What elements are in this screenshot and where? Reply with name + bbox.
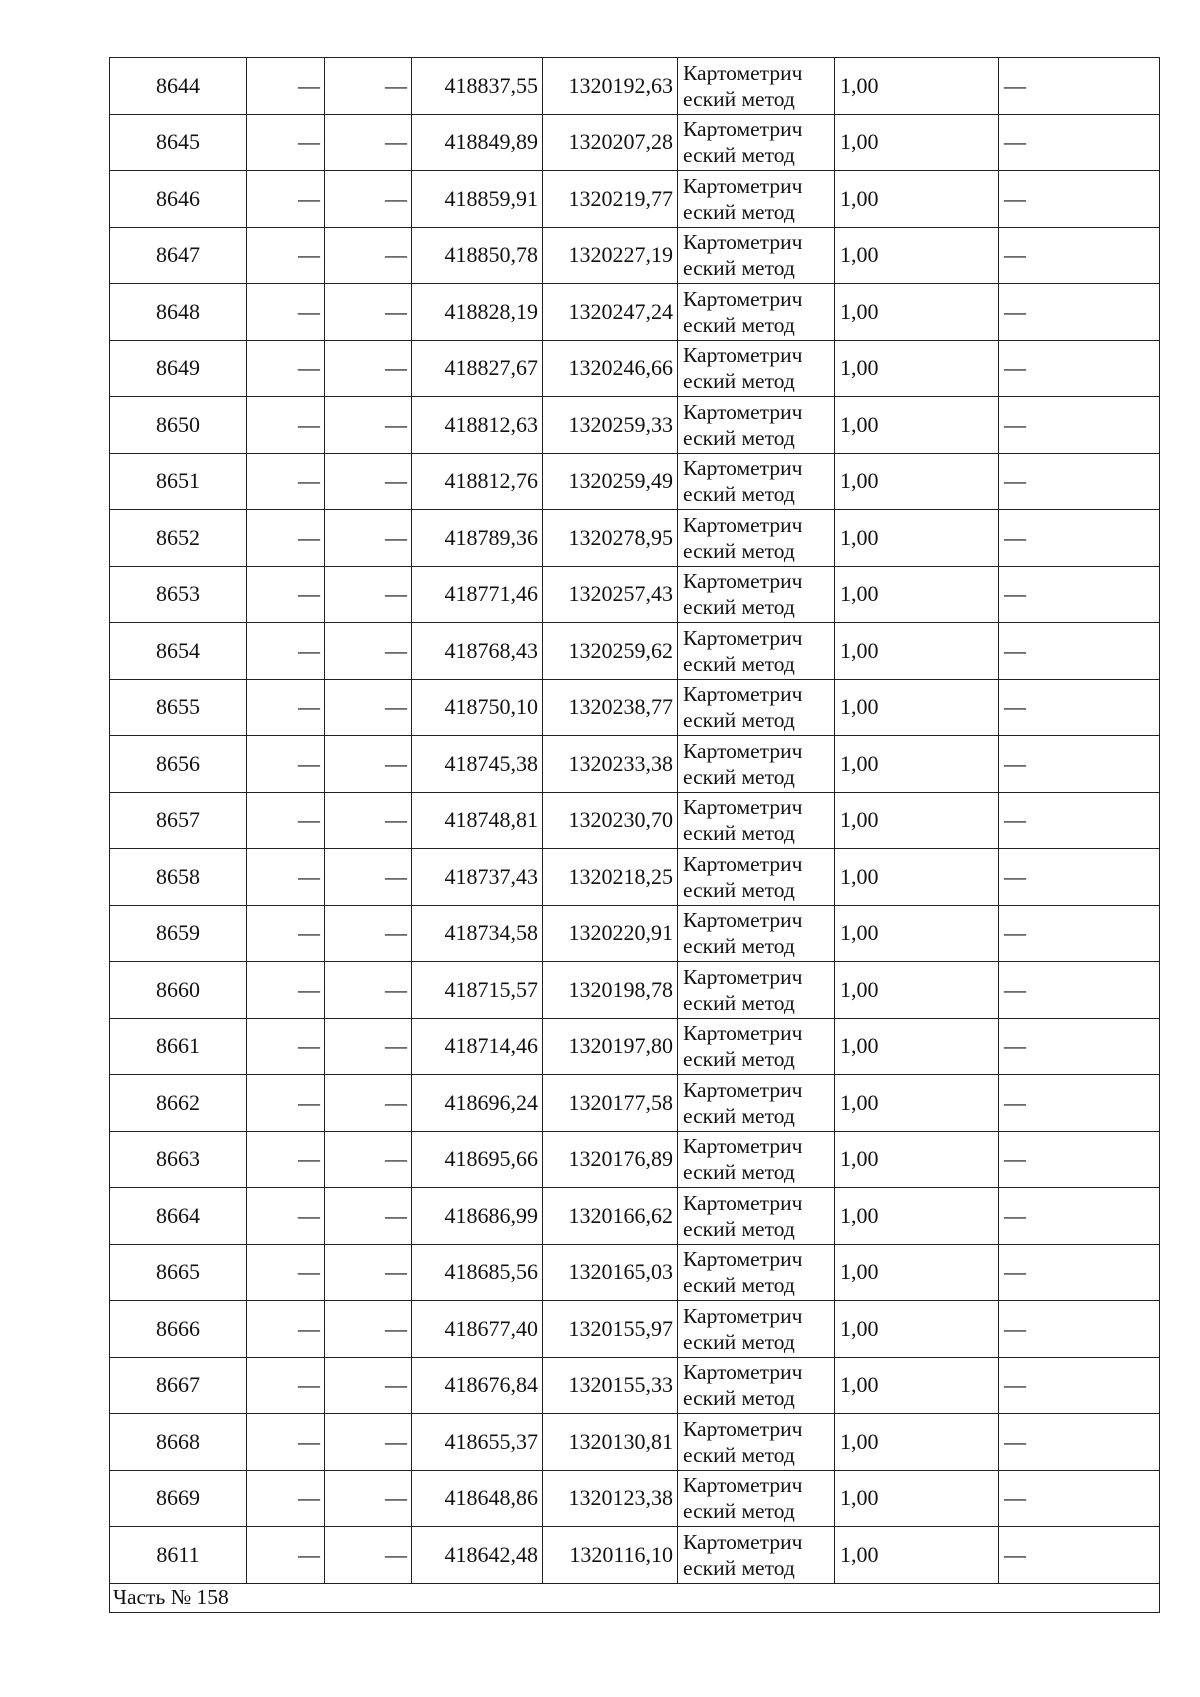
point-number: 8658 [110,849,247,906]
table-row [110,227,1160,284]
empty-dash-cell: — [247,679,325,736]
coordinate-y: 1320123,38 [543,1470,678,1527]
table-row [110,1470,1160,1527]
empty-dash-cell: — [999,623,1160,680]
coordinate-y: 1320192,63 [543,58,678,115]
point-number: 8652 [110,510,247,567]
coordinate-y: 1320247,24 [543,284,678,341]
empty-dash-cell: — [325,453,412,510]
empty-dash-cell: — [999,1075,1160,1132]
table-row [110,905,1160,962]
empty-dash-cell: — [247,453,325,510]
table-row [110,1301,1160,1358]
accuracy-value: 1,00 [835,1527,999,1584]
method-cell: Картометрич еский метод [678,1188,835,1245]
accuracy-value: 1,00 [835,114,999,171]
method-cell: Картометрич еский метод [678,1357,835,1414]
accuracy-value: 1,00 [835,962,999,1019]
accuracy-value: 1,00 [835,453,999,510]
coordinate-y: 1320176,89 [543,1131,678,1188]
point-number: 8668 [110,1414,247,1471]
empty-dash-cell: — [325,171,412,228]
empty-dash-cell: — [999,227,1160,284]
accuracy-value: 1,00 [835,510,999,567]
coordinate-y: 1320155,97 [543,1301,678,1358]
table-row [110,1075,1160,1132]
accuracy-value: 1,00 [835,849,999,906]
empty-dash-cell: — [247,397,325,454]
point-number: 8647 [110,227,247,284]
empty-dash-cell: — [247,114,325,171]
part-number: Часть № 158 [110,1583,1160,1612]
coordinate-x: 418642,48 [412,1527,543,1584]
empty-dash-cell: — [999,736,1160,793]
empty-dash-cell: — [325,1470,412,1527]
empty-dash-cell: — [325,679,412,736]
point-number: 8669 [110,1470,247,1527]
empty-dash-cell: — [247,1075,325,1132]
accuracy-value: 1,00 [835,1018,999,1075]
point-number: 8655 [110,679,247,736]
coordinate-y: 1320259,33 [543,397,678,454]
accuracy-value: 1,00 [835,171,999,228]
empty-dash-cell: — [247,1188,325,1245]
accuracy-value: 1,00 [835,284,999,341]
point-number: 8667 [110,1357,247,1414]
empty-dash-cell: — [325,1301,412,1358]
point-number: 8657 [110,792,247,849]
accuracy-value: 1,00 [835,58,999,115]
accuracy-value: 1,00 [835,1301,999,1358]
coordinate-x: 418677,40 [412,1301,543,1358]
coordinate-x: 418828,19 [412,284,543,341]
table-row [110,736,1160,793]
empty-dash-cell: — [247,1244,325,1301]
coordinate-y: 1320116,10 [543,1527,678,1584]
empty-dash-cell: — [999,792,1160,849]
empty-dash-cell: — [325,962,412,1019]
point-number: 8651 [110,453,247,510]
empty-dash-cell: — [999,1301,1160,1358]
empty-dash-cell: — [325,1357,412,1414]
empty-dash-cell: — [247,1527,325,1584]
empty-dash-cell: — [325,397,412,454]
empty-dash-cell: — [247,171,325,228]
accuracy-value: 1,00 [835,736,999,793]
empty-dash-cell: — [999,566,1160,623]
method-cell: Картометрич еский метод [678,623,835,680]
empty-dash-cell: — [325,849,412,906]
coordinate-y: 1320219,77 [543,171,678,228]
accuracy-value: 1,00 [835,1188,999,1245]
accuracy-value: 1,00 [835,679,999,736]
empty-dash-cell: — [999,1018,1160,1075]
footer-row [110,1583,1160,1612]
empty-dash-cell: — [247,736,325,793]
empty-dash-cell: — [325,736,412,793]
point-number: 8666 [110,1301,247,1358]
coordinate-y: 1320177,58 [543,1075,678,1132]
table-row [110,849,1160,906]
accuracy-value: 1,00 [835,1357,999,1414]
coordinate-y: 1320246,66 [543,340,678,397]
table-row [110,1357,1160,1414]
empty-dash-cell: — [325,566,412,623]
point-number: 8664 [110,1188,247,1245]
empty-dash-cell: — [247,1470,325,1527]
coordinate-x: 418685,56 [412,1244,543,1301]
method-cell: Картометрич еский метод [678,58,835,115]
empty-dash-cell: — [999,453,1160,510]
coordinate-x: 418748,81 [412,792,543,849]
coordinate-x: 418768,43 [412,623,543,680]
coordinate-y: 1320218,25 [543,849,678,906]
coordinate-y: 1320155,33 [543,1357,678,1414]
empty-dash-cell: — [247,849,325,906]
coordinate-x: 418837,55 [412,58,543,115]
method-cell: Картометрич еский метод [678,284,835,341]
empty-dash-cell: — [247,510,325,567]
coordinate-x: 418859,91 [412,171,543,228]
empty-dash-cell: — [247,792,325,849]
table-row [110,340,1160,397]
empty-dash-cell: — [247,227,325,284]
coordinate-x: 418676,84 [412,1357,543,1414]
method-cell: Картометрич еский метод [678,1244,835,1301]
point-number: 8654 [110,623,247,680]
empty-dash-cell: — [999,171,1160,228]
empty-dash-cell: — [325,1527,412,1584]
point-number: 8663 [110,1131,247,1188]
coordinate-y: 1320166,62 [543,1188,678,1245]
point-number: 8659 [110,905,247,962]
coordinate-x: 418850,78 [412,227,543,284]
table-row [110,792,1160,849]
method-cell: Картометрич еский метод [678,1414,835,1471]
empty-dash-cell: — [247,566,325,623]
method-cell: Картометрич еский метод [678,1470,835,1527]
point-number: 8649 [110,340,247,397]
empty-dash-cell: — [999,1414,1160,1471]
point-number: 8656 [110,736,247,793]
coordinate-x: 418734,58 [412,905,543,962]
empty-dash-cell: — [247,1131,325,1188]
method-cell: Картометрич еский метод [678,1301,835,1358]
coordinate-x: 418648,86 [412,1470,543,1527]
point-number: 8645 [110,114,247,171]
empty-dash-cell: — [999,1244,1160,1301]
coordinate-y: 1320220,91 [543,905,678,962]
coordinate-y: 1320165,03 [543,1244,678,1301]
empty-dash-cell: — [999,679,1160,736]
empty-dash-cell: — [999,114,1160,171]
accuracy-value: 1,00 [835,1470,999,1527]
empty-dash-cell: — [325,623,412,680]
coordinate-x: 418849,89 [412,114,543,171]
coordinate-x: 418827,67 [412,340,543,397]
table-row [110,284,1160,341]
coordinate-x: 418745,38 [412,736,543,793]
empty-dash-cell: — [247,623,325,680]
coordinate-y: 1320278,95 [543,510,678,567]
empty-dash-cell: — [999,1470,1160,1527]
coordinate-y: 1320197,80 [543,1018,678,1075]
accuracy-value: 1,00 [835,1075,999,1132]
coordinate-x: 418715,57 [412,962,543,1019]
method-cell: Картометрич еский метод [678,1131,835,1188]
coordinate-y: 1320227,19 [543,227,678,284]
empty-dash-cell: — [325,227,412,284]
empty-dash-cell: — [999,849,1160,906]
point-number: 8644 [110,58,247,115]
point-number: 8646 [110,171,247,228]
empty-dash-cell: — [325,1188,412,1245]
table-row [110,1188,1160,1245]
accuracy-value: 1,00 [835,792,999,849]
empty-dash-cell: — [325,1131,412,1188]
method-cell: Картометрич еский метод [678,1527,835,1584]
empty-dash-cell: — [999,284,1160,341]
point-number: 8662 [110,1075,247,1132]
empty-dash-cell: — [999,510,1160,567]
coordinate-x: 418812,63 [412,397,543,454]
table-row [110,510,1160,567]
method-cell: Картометрич еский метод [678,566,835,623]
empty-dash-cell: — [247,962,325,1019]
empty-dash-cell: — [247,284,325,341]
coordinate-y: 1320259,62 [543,623,678,680]
table-row [110,566,1160,623]
accuracy-value: 1,00 [835,1414,999,1471]
empty-dash-cell: — [325,792,412,849]
point-number: 8611 [110,1527,247,1584]
point-number: 8660 [110,962,247,1019]
accuracy-value: 1,00 [835,1244,999,1301]
empty-dash-cell: — [999,397,1160,454]
table-row [110,453,1160,510]
point-number: 8661 [110,1018,247,1075]
method-cell: Картометрич еский метод [678,397,835,454]
method-cell: Картометрич еский метод [678,171,835,228]
method-cell: Картометрич еский метод [678,849,835,906]
table-row [110,58,1160,115]
method-cell: Картометрич еский метод [678,1018,835,1075]
coordinate-x: 418695,66 [412,1131,543,1188]
empty-dash-cell: — [999,1188,1160,1245]
method-cell: Картометрич еский метод [678,792,835,849]
empty-dash-cell: — [325,1244,412,1301]
empty-dash-cell: — [999,1131,1160,1188]
empty-dash-cell: — [247,58,325,115]
coordinate-y: 1320230,70 [543,792,678,849]
point-number: 8653 [110,566,247,623]
coordinate-x: 418714,46 [412,1018,543,1075]
method-cell: Картометрич еский метод [678,905,835,962]
coordinate-y: 1320198,78 [543,962,678,1019]
coordinate-x: 418750,10 [412,679,543,736]
coordinate-y: 1320238,77 [543,679,678,736]
empty-dash-cell: — [999,962,1160,1019]
empty-dash-cell: — [325,1414,412,1471]
method-cell: Картометрич еский метод [678,340,835,397]
empty-dash-cell: — [999,1527,1160,1584]
table-row [110,171,1160,228]
coordinate-y: 1320130,81 [543,1414,678,1471]
coordinate-y: 1320207,28 [543,114,678,171]
accuracy-value: 1,00 [835,227,999,284]
empty-dash-cell: — [247,1414,325,1471]
table-row [110,962,1160,1019]
coordinate-x: 418696,24 [412,1075,543,1132]
coordinate-y: 1320259,49 [543,453,678,510]
method-cell: Картометрич еский метод [678,962,835,1019]
empty-dash-cell: — [325,340,412,397]
coordinate-x: 418655,37 [412,1414,543,1471]
empty-dash-cell: — [325,58,412,115]
table-row [110,1018,1160,1075]
empty-dash-cell: — [247,1301,325,1358]
empty-dash-cell: — [325,114,412,171]
table-row [110,397,1160,454]
point-number: 8665 [110,1244,247,1301]
method-cell: Картометрич еский метод [678,227,835,284]
empty-dash-cell: — [999,340,1160,397]
empty-dash-cell: — [247,1357,325,1414]
method-cell: Картометрич еский метод [678,1075,835,1132]
method-cell: Картометрич еский метод [678,736,835,793]
table-row [110,1131,1160,1188]
coordinate-y: 1320233,38 [543,736,678,793]
method-cell: Картометрич еский метод [678,679,835,736]
table-row [110,623,1160,680]
coordinate-x: 418686,99 [412,1188,543,1245]
coordinate-x: 418789,36 [412,510,543,567]
empty-dash-cell: — [247,1018,325,1075]
empty-dash-cell: — [999,905,1160,962]
accuracy-value: 1,00 [835,1131,999,1188]
empty-dash-cell: — [325,510,412,567]
method-cell: Картометрич еский метод [678,114,835,171]
empty-dash-cell: — [247,340,325,397]
method-cell: Картометрич еский метод [678,453,835,510]
coordinates-table [109,57,1160,1613]
method-cell: Картометрич еский метод [678,510,835,567]
empty-dash-cell: — [999,1357,1160,1414]
table-row [110,114,1160,171]
accuracy-value: 1,00 [835,397,999,454]
table-row [110,1244,1160,1301]
point-number: 8650 [110,397,247,454]
coordinate-x: 418771,46 [412,566,543,623]
table-row [110,1414,1160,1471]
accuracy-value: 1,00 [835,905,999,962]
empty-dash-cell: — [325,1018,412,1075]
coordinate-x: 418737,43 [412,849,543,906]
coordinate-y: 1320257,43 [543,566,678,623]
accuracy-value: 1,00 [835,566,999,623]
table-row [110,1527,1160,1584]
point-number: 8648 [110,284,247,341]
empty-dash-cell: — [325,1075,412,1132]
empty-dash-cell: — [325,905,412,962]
table-body [110,58,1160,1584]
table-row [110,679,1160,736]
accuracy-value: 1,00 [835,623,999,680]
empty-dash-cell: — [999,58,1160,115]
empty-dash-cell: — [325,284,412,341]
accuracy-value: 1,00 [835,340,999,397]
empty-dash-cell: — [247,905,325,962]
coordinate-x: 418812,76 [412,453,543,510]
